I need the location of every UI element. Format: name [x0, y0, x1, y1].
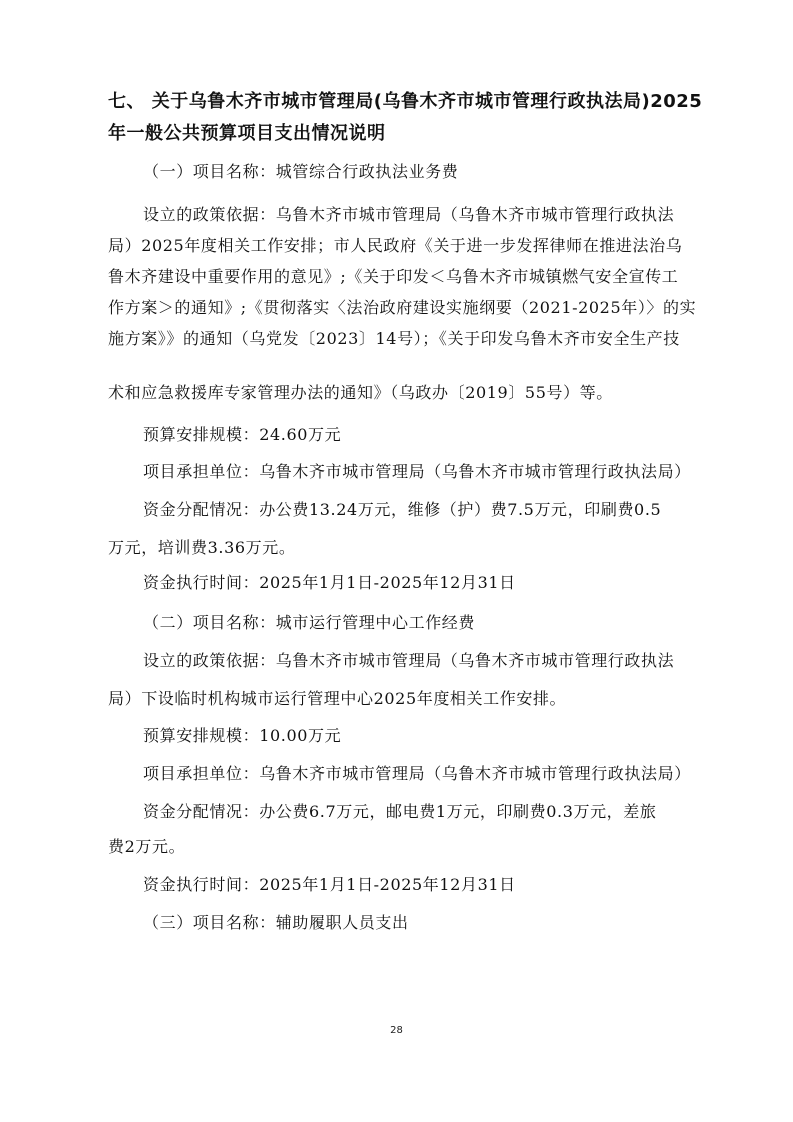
project-1-name: （一）项目名称：城管综合行政执法业务费 — [143, 162, 459, 181]
project-1-policy-basis-cont: 施方案》》的通知（乌党发〔2023〕14号）；《关于印发乌鲁木齐市安全生产技 — [108, 329, 680, 348]
section-heading-line-1: 七、 关于乌鲁木齐市城市管理局(乌鲁木齐市城市管理行政执法局)2025 — [108, 91, 703, 112]
section-heading-line-2: 年一般公共预算项目支出情况说明 — [108, 123, 386, 144]
page-number: 28 — [390, 1025, 403, 1036]
project-2-responsible-unit: 项目承担单位：乌鲁木齐市城市管理局（乌鲁木齐市城市管理行政执法局） — [143, 764, 691, 783]
project-2-execution-period: 资金执行时间：2025年1月1日-2025年12月31日 — [143, 875, 516, 894]
project-1-fund-allocation-cont: 万元，培训费3.36万元。 — [108, 538, 296, 557]
project-2-name: （二）项目名称：城市运行管理中心工作经费 — [143, 613, 476, 632]
project-1-budget-scale: 预算安排规模：24.60万元 — [143, 425, 342, 444]
project-2-policy-basis-cont: 局）下设临时机构城市运行管理中心2025年度相关工作安排。 — [108, 689, 567, 708]
project-2-policy-basis: 设立的政策依据：乌鲁木齐市城市管理局（乌鲁木齐市城市管理行政执法 — [143, 651, 675, 670]
project-3-name: （三）项目名称：辅助履职人员支出 — [143, 913, 409, 932]
project-1-policy-basis-cont: 术和应急救援库专家管理办法的通知》（乌政办〔2019〕55号）等。 — [108, 383, 613, 402]
project-1-policy-basis-cont: 作方案＞的通知》;《贯彻落实〈法治政府建设实施纲要（2021-2025年）〉的实 — [108, 298, 697, 317]
project-1-policy-basis-cont: 鲁木齐建设中重要作用的意见》;《关于印发＜乌鲁木齐市城镇燃气安全宣传工 — [108, 267, 679, 286]
project-1-fund-allocation: 资金分配情况：办公费13.24万元，维修（护）费7.5万元，印刷费0.5 — [143, 500, 662, 519]
project-1-policy-basis-cont: 局）2025年度相关工作安排；市人民政府《关于进一步发挥律师在推进法治乌 — [108, 236, 683, 255]
project-2-fund-allocation-cont: 费2万元。 — [108, 837, 186, 856]
project-1-responsible-unit: 项目承担单位：乌鲁木齐市城市管理局（乌鲁木齐市城市管理行政执法局） — [143, 462, 691, 481]
project-2-budget-scale: 预算安排规模：10.00万元 — [143, 726, 342, 745]
project-1-policy-basis: 设立的政策依据：乌鲁木齐市城市管理局（乌鲁木齐市城市管理行政执法 — [143, 205, 675, 224]
project-2-fund-allocation: 资金分配情况：办公费6.7万元，邮电费1万元，印刷费0.3万元，差旅 — [143, 802, 657, 821]
project-1-execution-period: 资金执行时间：2025年1月1日-2025年12月31日 — [143, 573, 516, 592]
